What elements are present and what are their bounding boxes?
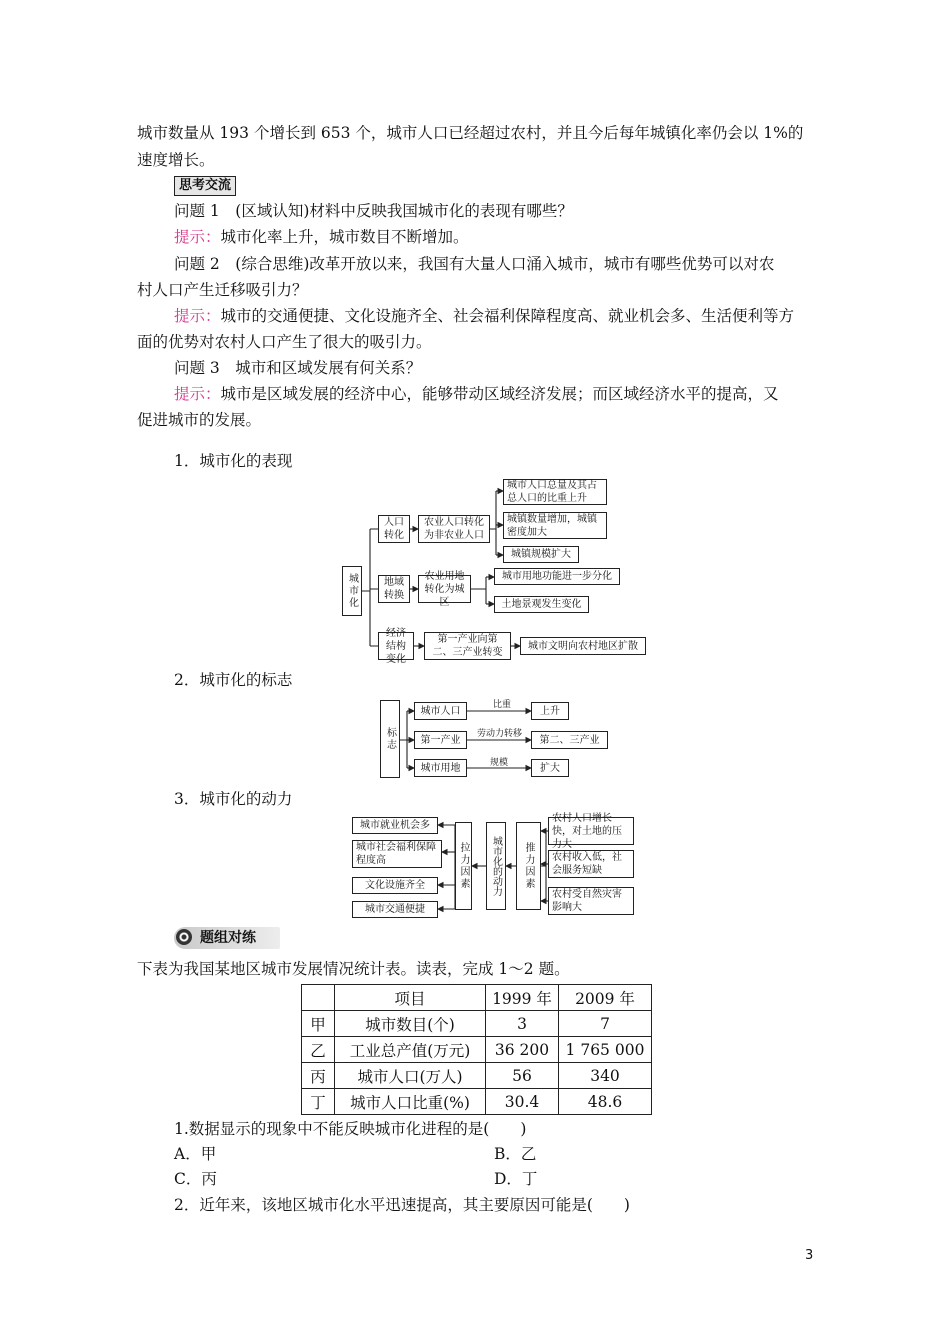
node-town-scale-expand: 城镇规模扩大: [503, 546, 579, 563]
node-industry-shift: 第一产业向第二、三产业转变: [424, 632, 511, 660]
node-urban-land: 城市用地: [414, 759, 467, 777]
hint-text: 城市是区域发展的经济中心，能够带动区域经济发展；而区域经济水平的提高，又: [220, 385, 779, 403]
node-urban-population: 城市人口: [414, 702, 467, 720]
table-row: [302, 1063, 652, 1089]
node-economic-structure: 经济结构变化: [378, 632, 414, 660]
section-3-title: 3．城市化的动力: [174, 790, 293, 808]
table-cell: 城市数目(个): [335, 1011, 486, 1037]
node-secondary-tertiary: 第二、三产业: [531, 731, 608, 749]
hint-label: 提示：: [174, 307, 221, 325]
node-push-item-1: 农村人口增长快，对土地的压力大: [548, 817, 634, 845]
node-push-factors: 推力因素: [516, 822, 541, 910]
node-push-item-2: 农村收入低，社会服务短缺: [548, 850, 634, 878]
table-cell: 城市人口比重(%): [335, 1089, 486, 1115]
option-d: D．丁: [494, 1170, 538, 1188]
option-a: A．甲: [174, 1145, 217, 1163]
table-cell: 乙: [302, 1037, 335, 1063]
intro-line-1: 城市数量从 193 个增长到 653 个，城市人口已经超过农村，并且今后每年城镇化率仍会以 1%的: [137, 124, 804, 142]
node-urbanization: 城市化: [342, 566, 362, 616]
statistics-table: [301, 984, 652, 1115]
label-scale: 规模: [490, 758, 509, 768]
label-proportion: 比重: [493, 700, 512, 710]
node-pull-item-4: 城市交通便捷: [352, 901, 438, 918]
table-cell: 1999 年: [486, 985, 559, 1011]
hint-2-line-2: 面的优势对农村人口产生了很大的吸引力。: [137, 333, 432, 351]
target-icon: [176, 929, 192, 945]
hint-3-line-2: 促进城市的发展。: [137, 411, 262, 429]
hint-2-line-1: [174, 305, 794, 327]
node-pull-item-2: 城市社会福利保障程度高: [352, 840, 442, 868]
table-cell: 项目: [335, 985, 486, 1011]
table-cell: [302, 985, 335, 1011]
node-expand: 扩大: [531, 759, 569, 777]
table-cell: 3: [486, 1011, 559, 1037]
page-number: 3: [805, 1248, 814, 1263]
intro-line-2: 速度增长。: [137, 151, 215, 169]
question-mc-1: 1.数据显示的现象中不能反映城市化进程的是( ): [174, 1120, 527, 1138]
label-labor-transfer: 劳动力转移: [477, 729, 523, 739]
table-cell: 工业总产值(万元): [335, 1037, 486, 1063]
node-urbanization-drivers: 城市化的动力: [486, 822, 506, 910]
table-cell: 城市人口(万人): [335, 1063, 486, 1089]
table-cell: 丁: [302, 1089, 335, 1115]
think-exchange-tag: 思考交流: [174, 176, 236, 196]
table-header-row: [302, 985, 652, 1011]
node-urban-population-rise: 城市人口总量及其占总人口的比重上升: [503, 479, 607, 505]
question-2-line-1: 问题 2 (综合思维)改革开放以来，我国有大量人口涌入城市，城市有哪些优势可以对农: [174, 255, 775, 273]
practice-title: 题组对练: [200, 930, 256, 946]
table-cell: 丙: [302, 1063, 335, 1089]
node-urban-culture-spread: 城市文明向农村地区扩散: [520, 637, 646, 655]
table-cell: 340: [559, 1063, 652, 1089]
node-pull-factors: 拉力因素: [455, 822, 472, 910]
node-population-transform: 人口转化: [378, 515, 410, 543]
question-2-line-2: 村人口产生迁移吸引力？: [137, 281, 308, 299]
node-landuse-differentiate: 城市用地功能进一步分化: [494, 568, 620, 585]
section-1-title: 1．城市化的表现: [174, 452, 293, 470]
hint-label: 提示：: [174, 385, 221, 403]
question-mc-2: 2．近年来，该地区城市化水平迅速提高，其主要原因可能是( ): [174, 1196, 630, 1214]
node-indicator: 标志: [380, 700, 400, 778]
hint-text: 城市的交通便捷、文化设施齐全、社会福利保障程度高、就业机会多、生活便利等方: [220, 307, 795, 325]
table-cell: 48.6: [559, 1089, 652, 1115]
table-row: [302, 1037, 652, 1063]
hint-3-line-1: [174, 383, 779, 405]
table-cell: 甲: [302, 1011, 335, 1037]
table-cell: 2009 年: [559, 985, 652, 1011]
node-land-transform: 地域转换: [378, 575, 410, 603]
node-primary-industry: 第一产业: [414, 731, 467, 749]
node-town-number-increase: 城镇数量增加，城镇密度加大: [503, 512, 607, 539]
table-row: [302, 1089, 652, 1115]
practice-intro: 下表为我国某地区城市发展情况统计表。读表，完成 1～2 题。: [137, 960, 570, 978]
section-2-title: 2．城市化的标志: [174, 671, 293, 689]
question-3: 问题 3 城市和区域发展有何关系？: [174, 359, 422, 377]
table-cell: 56: [486, 1063, 559, 1089]
node-pull-item-1: 城市就业机会多: [352, 817, 438, 834]
table-cell: 1 765 000: [559, 1037, 652, 1063]
option-b: B．乙: [494, 1145, 537, 1163]
hint-1: [174, 226, 469, 248]
question-1: 问题 1 (区域认知)材料中反映我国城市化的表现有哪些？: [174, 202, 573, 220]
node-pull-item-3: 文化设施齐全: [352, 877, 438, 894]
table-cell: 7: [559, 1011, 652, 1037]
table-cell: 36 200: [486, 1037, 559, 1063]
table-row: [302, 1011, 652, 1037]
node-rise: 上升: [531, 702, 569, 720]
table-cell: 30.4: [486, 1089, 559, 1115]
node-farm-to-nonfarm: 农业人口转化为非农业人口: [418, 515, 490, 543]
option-c: C．丙: [174, 1170, 217, 1188]
node-push-item-3: 农村受自然灾害影响大: [548, 887, 634, 915]
node-farmland-to-city: 农业用地转化为城区: [418, 575, 471, 603]
node-landscape-change: 土地景观发生变化: [494, 596, 589, 613]
hint-label: 提示：: [174, 228, 221, 246]
hint-text: 城市化率上升，城市数目不断增加。: [220, 228, 469, 246]
